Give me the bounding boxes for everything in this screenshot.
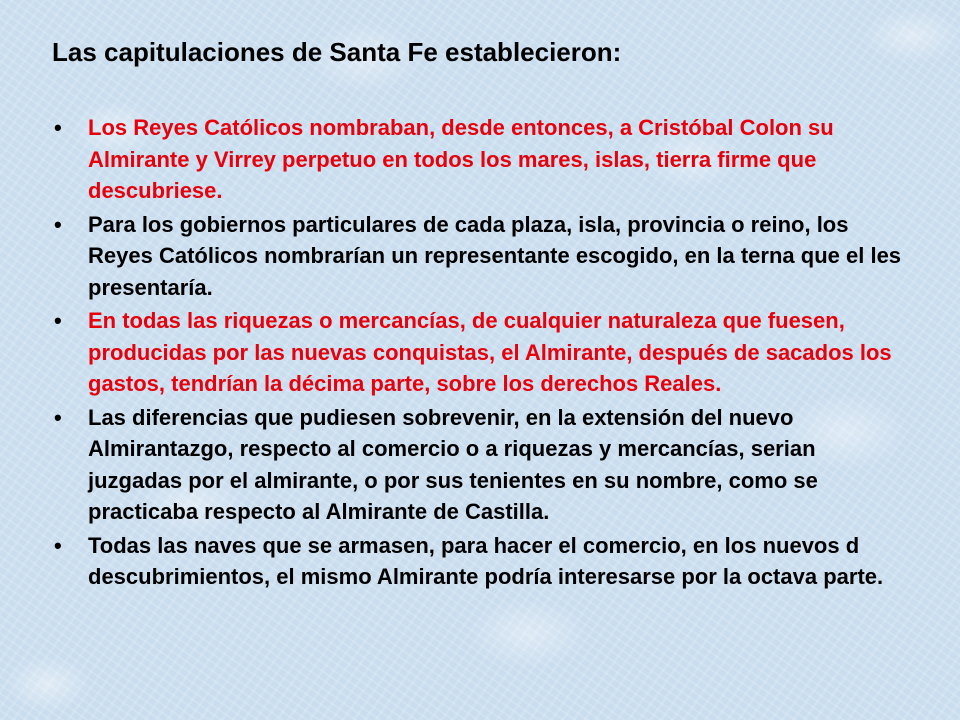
bullet-text: Los Reyes Católicos nombraban, desde entonces, a Cristóbal Colon su Almirante y Virrey perpetuo en todos los mares, islas, tierra firme que descubriese. (88, 115, 834, 203)
bullet-list (52, 112, 912, 593)
bullet-text: Para los gobiernos particulares de cada plaza, isla, provincia o reino, los Reyes Católicos nombrarían un representante escogido, en la terna que el les presentaría. (88, 211, 902, 300)
bullet-dot-icon: • (54, 211, 62, 237)
bullet-item-4 (52, 402, 912, 528)
bullet-item-2 (52, 209, 912, 304)
slide-title: Las capitulaciones de Santa Fe establecieron: (52, 37, 622, 67)
bullet-item-5 (52, 530, 912, 593)
bullet-text: En todas las riquezas o mercancías, de cualquier naturaleza que fuesen, producidas por las nuevas conquistas, el Almirante, después de sacados los gastos, tendrían la décima parte, sobre los derechos Reales. (88, 308, 892, 396)
bullet-dot-icon: • (54, 532, 62, 558)
slide-content (52, 34, 912, 595)
bullet-dot-icon: • (54, 404, 62, 430)
bullet-item-3 (52, 305, 912, 400)
bullet-text: Las diferencias que pudiesen sobrevenir, en la extensión del nuevo Almirantazgo, respecto al comercio o a riquezas y mercancías, serian juzgadas por el almirante, o por sus tenientes en su nombre, como se practicaba respecto al Almirante de Castilla. (88, 404, 818, 524)
bullet-dot-icon: • (54, 308, 62, 333)
bullet-item-1 (52, 112, 912, 207)
bullet-text: Todas las naves que se armasen, para hacer el comercio, en los nuevos d descubrimientos, el mismo Almirante podría interesarse por la octava parte. (88, 532, 884, 589)
bullet-dot-icon: • (54, 115, 62, 140)
